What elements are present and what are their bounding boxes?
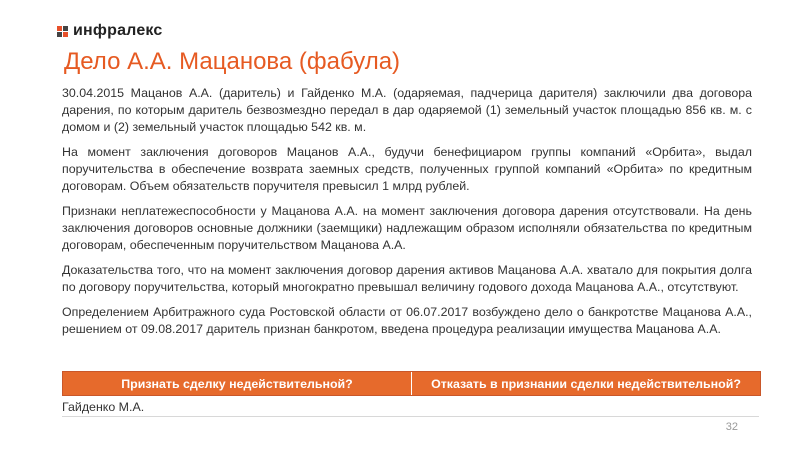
option-invalidate-deal[interactable]: Признать сделку недействительной? [63,372,411,395]
footer-divider [62,416,759,417]
slide-title: Дело А.А. Мацанова (фабула) [64,48,401,75]
logo-text: инфралекс [73,22,163,39]
options-bar [62,371,761,396]
answer-text: Гайденко М.А. [62,400,145,414]
option-refuse-invalidation[interactable]: Отказать в признании сделки недействительной? [411,372,760,395]
logo [57,22,163,40]
slide-body [62,85,752,346]
paragraph: Определением Арбитражного суда Ростовской области от 06.07.2017 возбуждено дело о банкротстве Мацанова А.А., решением от 09.08.2017 даритель признан банкротом, введена процедура реализации имущества Мацанова А.А. [62,305,752,336]
paragraph: На момент заключения договоров Мацанов А.А., будучи бенефициаром группы компаний «Орбита», выдал поручительства в обеспечение возврата заемных средств, полученных группой компаний «Орбита» по кредитным договорам. Объем обязательств поручителя превысил 1 млрд рублей. [62,145,752,193]
paragraph: Доказательства того, что на момент заключения договор дарения активов Мацанова А.А. хватало для покрытия долга по договору поручительства, который многократно превышал величину годового дохода Мацанова А.А., отсутствуют. [62,263,752,294]
logo-squares-icon [57,26,68,37]
paragraph: Признаки неплатежеспособности у Мацанова А.А. на момент заключения договора дарения отсутствовали. На день заключения договоров основные должники (заемщики) надлежащим образом исполняли обязательства по кредитным договорам, обеспеченным поручительством Мацанова А.А. [62,204,752,252]
paragraph: 30.04.2015 Мацанов А.А. (даритель) и Гайденко М.А. (одаряемая, падчерица дарителя) заключили два договора дарения, по которым даритель безвозмездно передал в дар одаряемой (1) земельный участок площадью 856 кв. м. с домом и (2) земельный участок площадью 542 кв. м. [62,86,752,134]
page-number: 32 [725,421,738,433]
